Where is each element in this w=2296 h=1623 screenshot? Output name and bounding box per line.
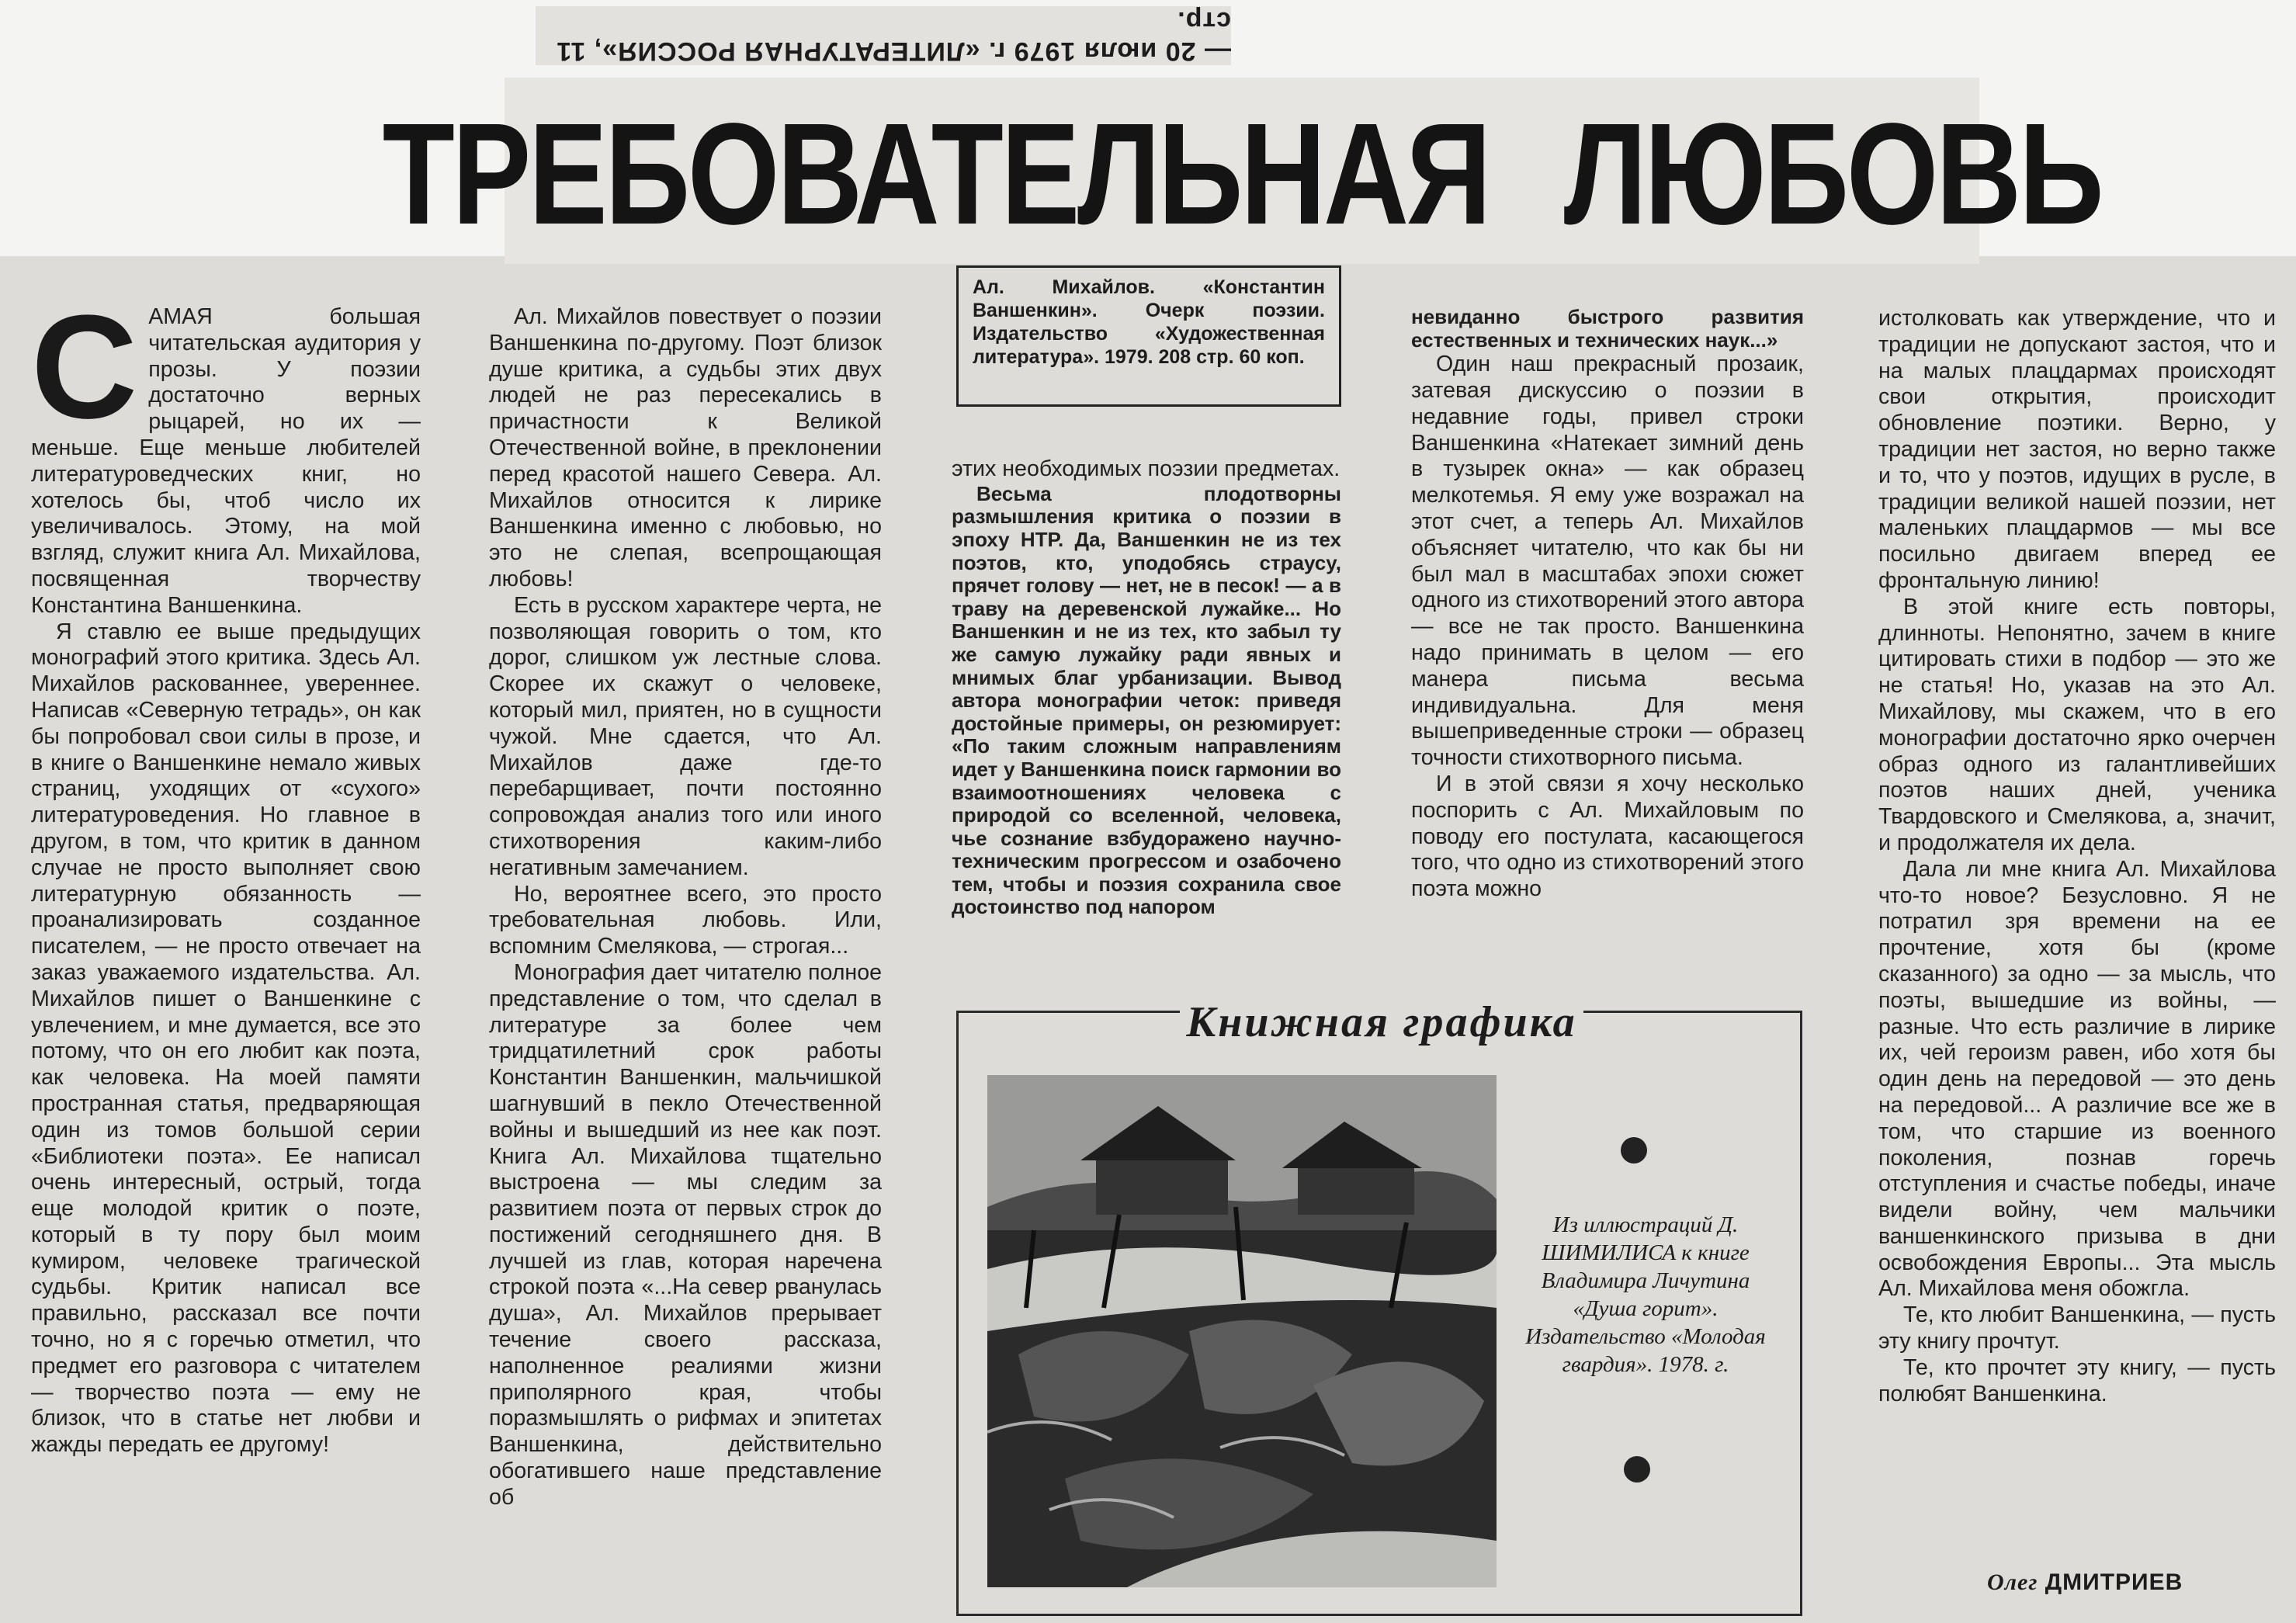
col2-paragraph-3: Но, вероятнее всего, это просто требовательная любовь. Или, вспомним Смелякова, — строгая... <box>489 881 882 959</box>
column-2 <box>489 304 882 1600</box>
bibliography-box <box>956 265 1341 407</box>
col2-paragraph-1: Ал. Михайлов повествует о поэзии Ваншенкина по-другому. Поэт близок душе критика, а судьбы этих двух людей не раз пересекались в причастности к Великой Отечественной войне, в преклонении перед красотой нашего Севера. Ал. Михайлов относится к лирике Ваншенкина именно с любовью, но это не слепая, всепрощающая любовь! <box>489 304 882 591</box>
column-5 <box>1878 306 2276 1559</box>
col2-paragraph-2: Есть в русском характере черта, не позволяющая говорить о том, кто дорог, слишком уж лестные слова. Скорее их скажут о человеке, который мил, приятен, но в сущности чужой. Мне сдается, что Ал. Михайлов даже где-то перебарщивает, почти постоянно сопровождая анализ того или иного стихотворения каким-либо негативным замечанием. <box>489 592 882 880</box>
author-first-name: Олег <box>1987 1569 2038 1595</box>
col4-paragraph-2: Один наш прекрасный прозаик, затевая дискуссию о поэзии в недавние годы, привел строки Ваншенкина «Натекает зимний день в тузырек окна» — как образец мелкотемья. Я ему уже возражал на этот счет, а теперь Ал. Михайлов объясняет читателю, что как бы ни был мал в масштабах эпохи сюжет одного из стихотворений этого автора — все не так просто. Ваншенкина надо принимать в целом — его манера письма весьма индивидуальна. Для меня вышеприведенные строки — образец точности стихотворного письма. <box>1411 352 1804 771</box>
dateline: — 20 июля 1979 г. «ЛИТЕРАТУРНАЯ РОССИЯ», 11 стр. <box>556 6 1231 66</box>
col1-paragraph-2: Я ставлю ее выше предыдущих монографий этого критика. Здесь Ал. Михайлов раскованнее, увереннее. Написав «Северную тетрадь», он как бы попробовал свои силы в прозе, и в книге о Ваншенкине немало живых страниц, уходящих от «сухого» литературоведения. Но главное в другом, в том, что критик в данном случае не просто выполняет свою литературную обязанность — проанализировать созданное писателем, — не просто отвечает на заказ уважаемого издательства. Ал. Михайлов пишет о Ваншенкине с увлечением, и мне думается, все это потому, что он его любит как поэта, как человека. На моей памяти пространная статья, предваряющая один из томов большой серии «Библиотеки поэта». Ее написал очень интересный, острый, тогда еще молодой критик о поэте, который в ту пору был моим кумиром, человеке трагической судьбы. Критик написал все правильно, рассказал все почти точно, но я с горечью отметил, что предмет его разговора с читателем — творчество поэта — ему не близок, что в статье нет любви и жажды передать ее другому! <box>31 619 421 1458</box>
author-last-name: ДМИТРИЕВ <box>2045 1569 2183 1595</box>
book-graphics-title: Книжная графика <box>1180 997 1583 1047</box>
illustration-caption: Из иллюстраций Д. ШИМИЛИСА к книге Владимира Личутина «Душа горит». Издательство «Молодая гвардия». 1978. г. <box>1525 1212 1766 1377</box>
headline-box <box>382 85 2102 264</box>
col3-paragraph-2: Весьма плодотворны размышления критика о поэзии в эпоху НТР. Да, Ваншенкин не из тех поэтов, кто, уподобясь страусу, прячет голову — нет, не в песок! — а в траву на деревенской лужайке... Но Ваншенкин и не из тех, кто забыл ту же самую лужайку ради явных и мнимых благ урбанизации. Вывод автора монографии четок: приведя достойные примеры, он резюмирует: «По таким сложным направлениям идет у Ваншенкина поиск гармонии во взаимоотношениях человека с природой со вселенной, человека, чье сознание взбудоражено научно-техническим прогрессом и озабочено тем, чтобы и поэзия сохранила свое достоинство под напором <box>952 481 1341 919</box>
col5-paragraph-3: Дала ли мне книга Ал. Михайлова что-то новое? Безусловно. Я не потратил зря времени на ее прочтение, хотя бы (кроме сказанного) за одно — за мысль, что поэты, вышедшие из войны, — разные. Что есть различие в лирике их, чей героизм равен, ибо хотя бы один день на передовой — это день на передовой... А различие все же в том, что старшие из военного поколения, познав горечь отступления и счастье победы, иначе видели войну, чем мальчики ваншенкинского призыва в дни освобождения Европы... Эта мысль Ал. Михайлова меня обожгла. <box>1878 856 2276 1302</box>
col4-paragraph-3: И в этой связи я хочу несколько поспорить с Ал. Михайловым по поводу его постулата, касающегося того, что одно из стихотворений этого поэта можно <box>1411 771 1804 902</box>
column-4 <box>1411 306 1804 989</box>
col2-paragraph-4: Монография дает читателю полное представление о том, что сделал в литературе за более чем тридцатилетний срок работы Константин Ваншенкин, мальчишкой шагнувший в пекло Отечественной войны и вышедший из нее как поэт. Книга Ал. Михайлова тщательно выстроена — мы следим за развитием поэта от первых строк до постижений сегодняшнего дня. В лучшей из глав, которая наречена строкой поэта «...На север рванулась душа», Ал. Михайлов прерывает течение своего рассказа, наполненное реалиями жизни приполярного края, чтобы поразмышлять о рифмах и эпитетах Ваншенкина, действительно обогатившего наше представление об <box>489 959 882 1510</box>
dateline-strip <box>536 6 1231 65</box>
bullet-dot-bottom <box>1624 1456 1650 1483</box>
col5-paragraph-1: истолковать как утверждение, что и традиции не допускают застоя, что и на малых плацдармах происходят свои открытия, происходит обновление поэтики. Верно, у традиции нет застоя, но верно также и то, что у поэтов, идущих в русле, в традиции великой нашей поэзии, нет маленьких плацдармов — мы все посильно двигаем вперед ее фронтальную линию! <box>1878 306 2276 593</box>
col3-paragraph-1: этих необходимых поэзии предметах. <box>952 456 1340 481</box>
woodcut-illustration <box>987 1075 1497 1587</box>
column-1 <box>31 304 421 1600</box>
bibliography-text: Ал. Михайлов. «Константин Ваншенкин». Очерк поэзии. Издательство «Художественная литература». 1979. 208 стр. 60 коп. <box>973 276 1325 368</box>
col5-paragraph-2: В этой книге есть повторы, длинноты. Непонятно, зачем в книге цитировать стихи в подбор — это же не статья! Но, указав на это Ал. Михайлову, мы скажем, что в его монографии достаточно ярко очерчен образ одного из галантливейших поэтов наших дней, ученика Твардовского и Смелякова, а, значит, и продолжателя их дела. <box>1878 594 2276 855</box>
bullet-dot-top <box>1621 1137 1647 1163</box>
drop-cap: С <box>31 304 138 449</box>
author-signature <box>1987 1569 2183 1596</box>
col1-paragraph-1: АМАЯ большая читательская аудитория у прозы. У поэзии достаточно верных рыцарей, но их — меньше. Еще меньше любителей литературоведческих книг, но хотелось бы, чтоб число их увеличивалось. Этому, на мой взгляд, служит книга Ал. Михайлова, посвященная творчеству Константина Ваншенкина. <box>31 304 421 618</box>
col5-paragraph-4: Те, кто любит Ваншенкина, — пусть эту книгу прочтут. <box>1878 1302 2276 1354</box>
col5-paragraph-5: Те, кто прочтет эту книгу, — пусть полюбят Ваншенкина. <box>1878 1354 2276 1406</box>
headline: ТРЕБОВАТЕЛЬНАЯ ЛЮБОВЬ <box>382 94 2102 255</box>
column-3 <box>952 456 1341 992</box>
col4-paragraph-1: невиданно быстрого развития естественных и технических наук...» <box>1411 306 1804 352</box>
